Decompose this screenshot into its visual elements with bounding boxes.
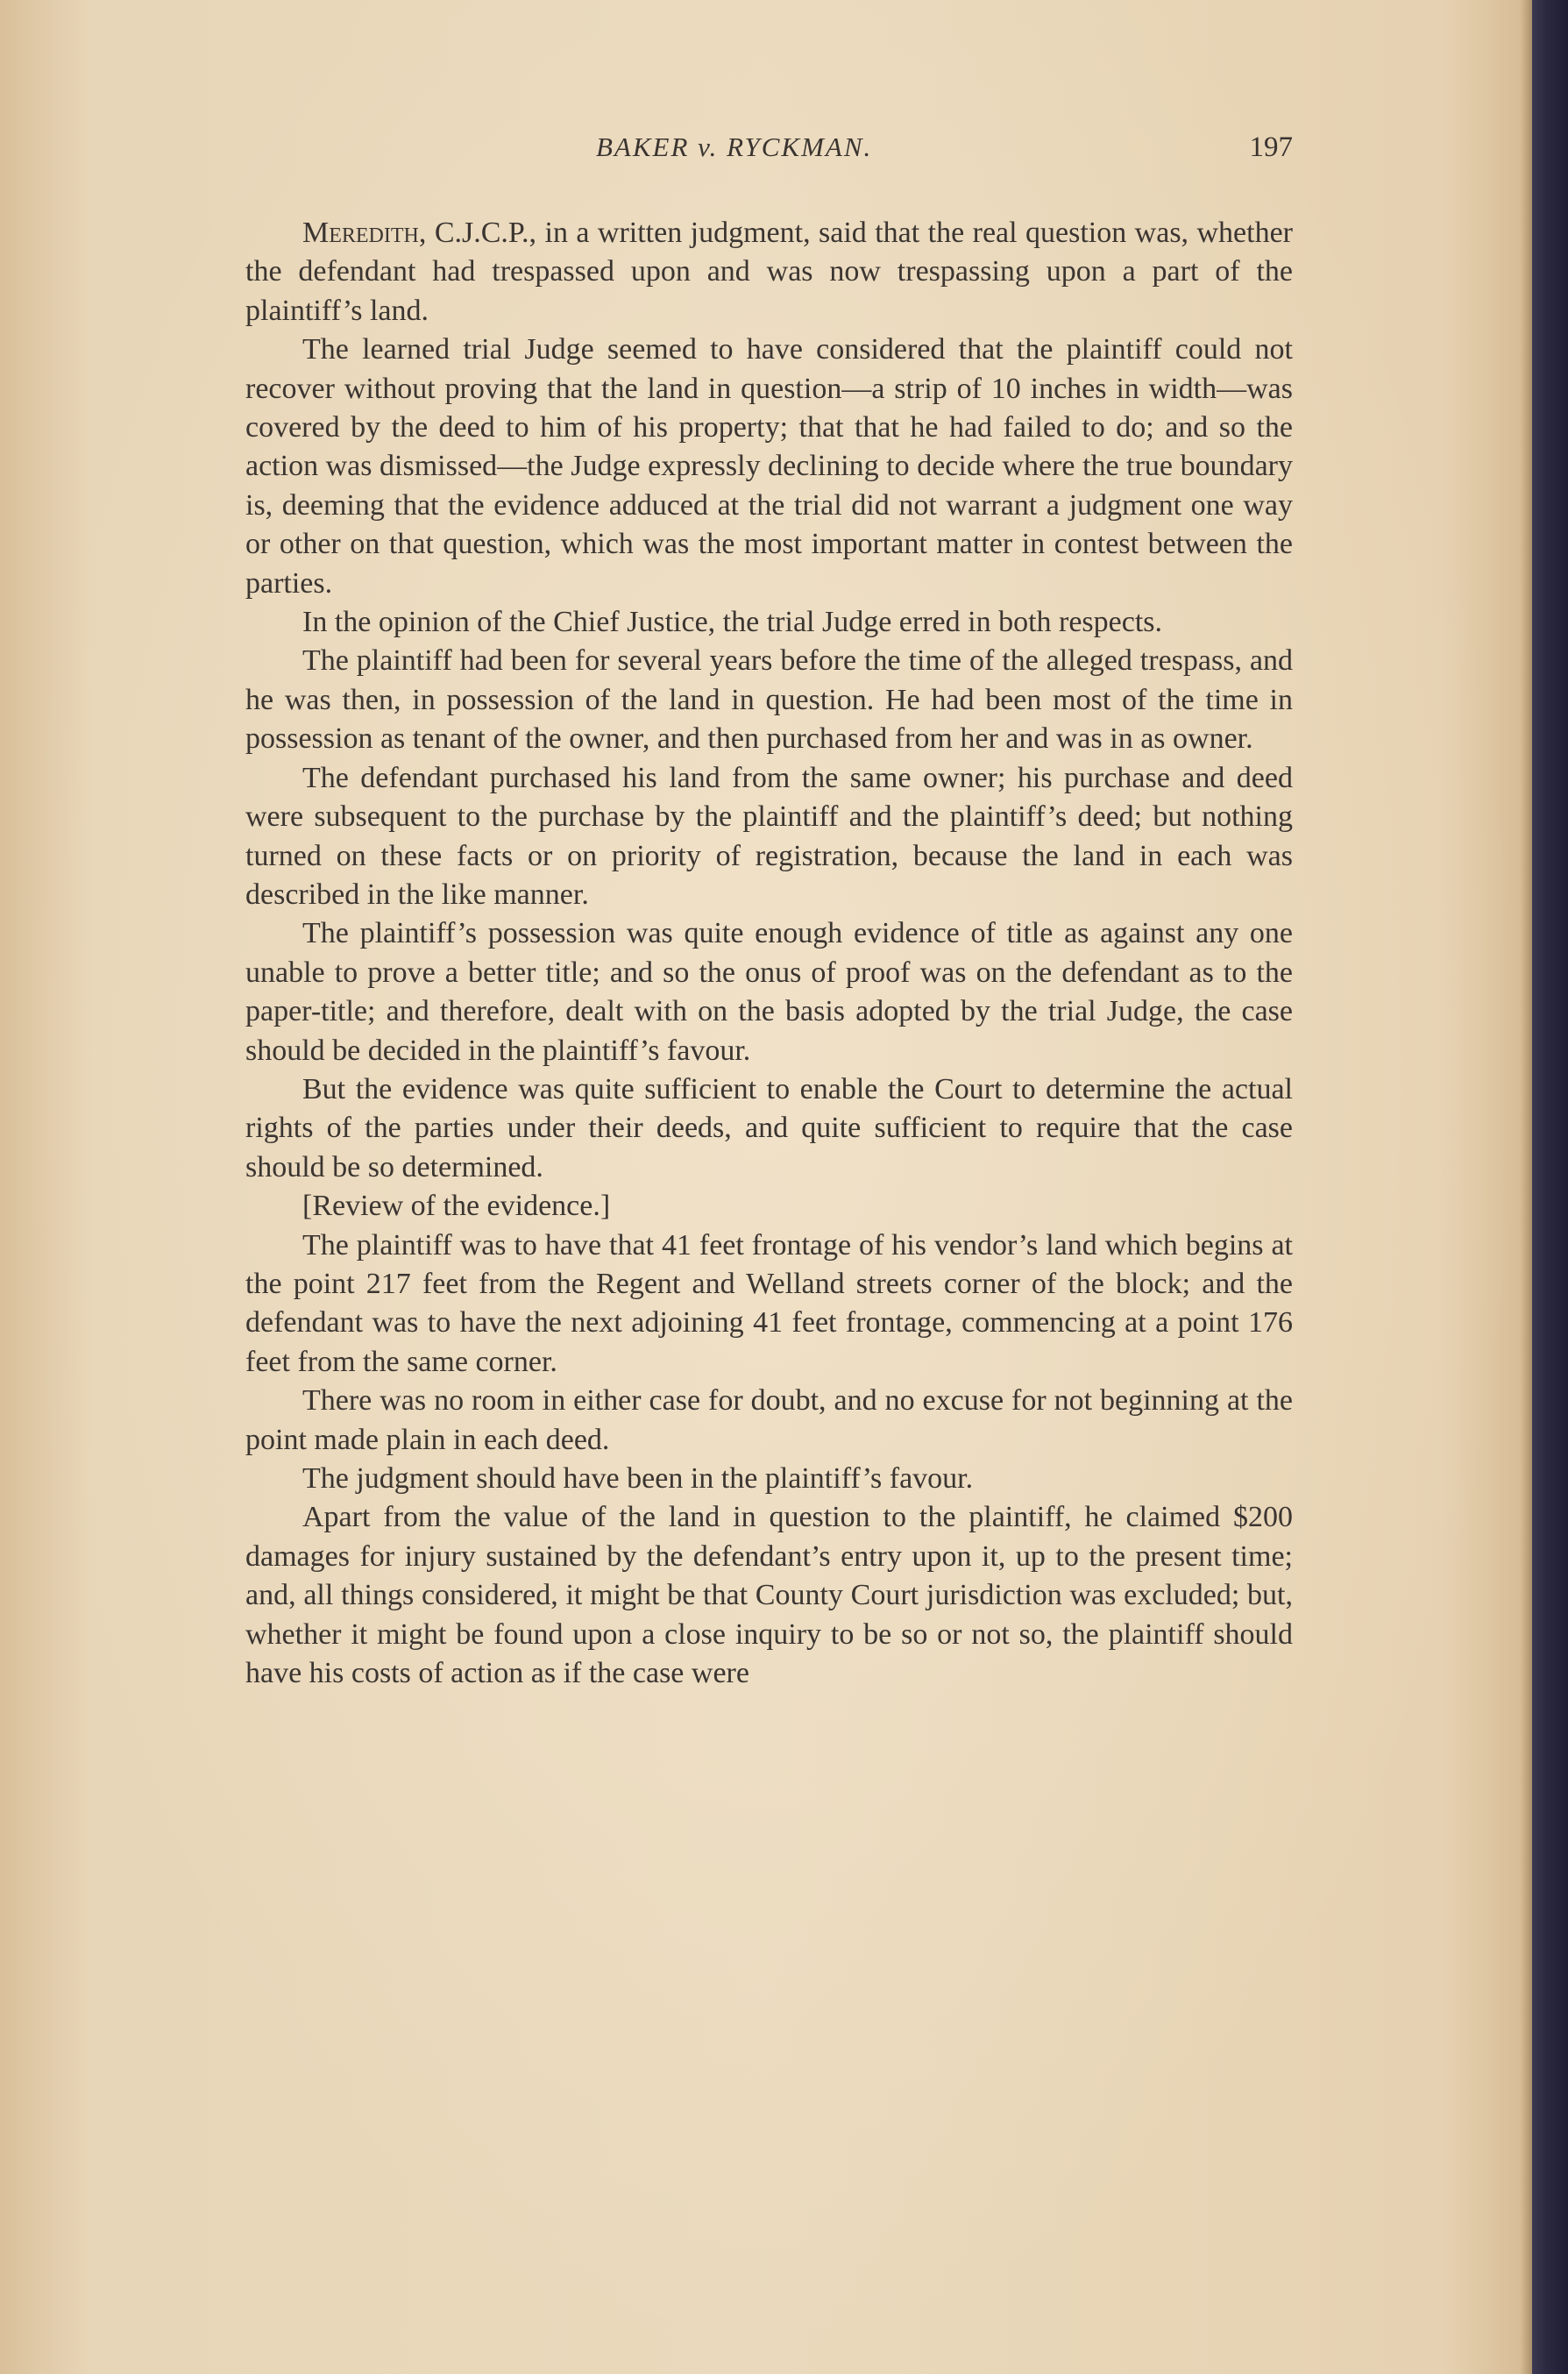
book-spine xyxy=(1532,0,1568,2374)
paragraph-7: But the evidence was quite sufficient to enable the Court to determine the actual rights of the parties under their deeds, and quite sufficient to require that the case should be so determined. xyxy=(245,1072,1293,1183)
body-text xyxy=(245,214,1293,1693)
paragraph-2: The learned trial Judge seemed to have considered that the plaintiff could not recover without proving that the land in question—a strip of 10 inches in width—was covered by the deed to him of his property; that that he had failed to do; and so the action was dismissed—the Judge expressly declining to decide where the true boundary is, deeming that the evidence adduced at the trial did not warrant a judgment one way or other on that question, which was the most important matter in contest between the parties. xyxy=(245,333,1293,600)
paragraph-12: Apart from the value of the land in question to the plaintiff, he claimed $200 damages for injury sustained by the defendant’s entry upon it, up to the present time; and, all things considered, it might be that County Court jurisdiction was excluded; but, whether it might be found upon a close inquiry to be so or not so, the plaintiff should have his costs of action as if the case were xyxy=(245,1501,1293,1690)
paragraph-6: The plaintiff’s possession was quite enough evidence of title as against any one unable to prove a better title; and so the onus of proof was on the defendant as to the paper-title; and therefore, dealt with on the basis adopted by the trial Judge, the case should be decided in the plaintiff’s favour. xyxy=(245,917,1293,1067)
paragraph-9: The plaintiff was to have that 41 feet frontage of his vendor’s land which begins at the point 217 feet from the Regent and Welland streets corner of the block; and the defendant was to have the next adjoining 41 feet frontage, commencing at a point 176 feet from the same corner. xyxy=(245,1228,1293,1378)
paragraph-11: The judgment should have been in the plaintiff’s favour. xyxy=(302,1462,974,1495)
paragraph-4: The plaintiff had been for several years before the time of the alleged trespass, and he was then, in possession of the land in question. He had been most of the time in possession as tenant of the owner, and then purchased from her and was in as owner. xyxy=(245,644,1293,756)
running-head: BAKER v. RYCKMAN. xyxy=(596,131,873,162)
page-header xyxy=(245,131,1293,175)
paragraph-8: [Review of the evidence.] xyxy=(302,1190,611,1223)
paragraph-5: The defendant purchased his land from the same owner; his purchase and deed were subsequent to the purchase by the plaintiff and the plaintiff’s deed; but nothing turned on these facts or on priority of registration, because the land in each was described in the like manner. xyxy=(245,761,1293,911)
paragraph-1 xyxy=(245,214,1293,331)
judge-name: Meredith xyxy=(302,217,419,249)
page-number: 197 xyxy=(1249,131,1293,163)
paragraph-10: There was no room in either case for doubt, and no excuse for not beginning at the point made plain in each deed. xyxy=(245,1384,1293,1456)
paragraph-1-text: , C.J.C.P., in a written judgment, said that the real question was, whether the defendant had trespassed upon and was now trespassing upon a part of the plaintiff’s land. xyxy=(245,217,1293,327)
paragraph-3: In the opinion of the Chief Justice, the trial Judge erred in both respects. xyxy=(302,606,1163,639)
page-edge-shadow xyxy=(1520,0,1532,2374)
